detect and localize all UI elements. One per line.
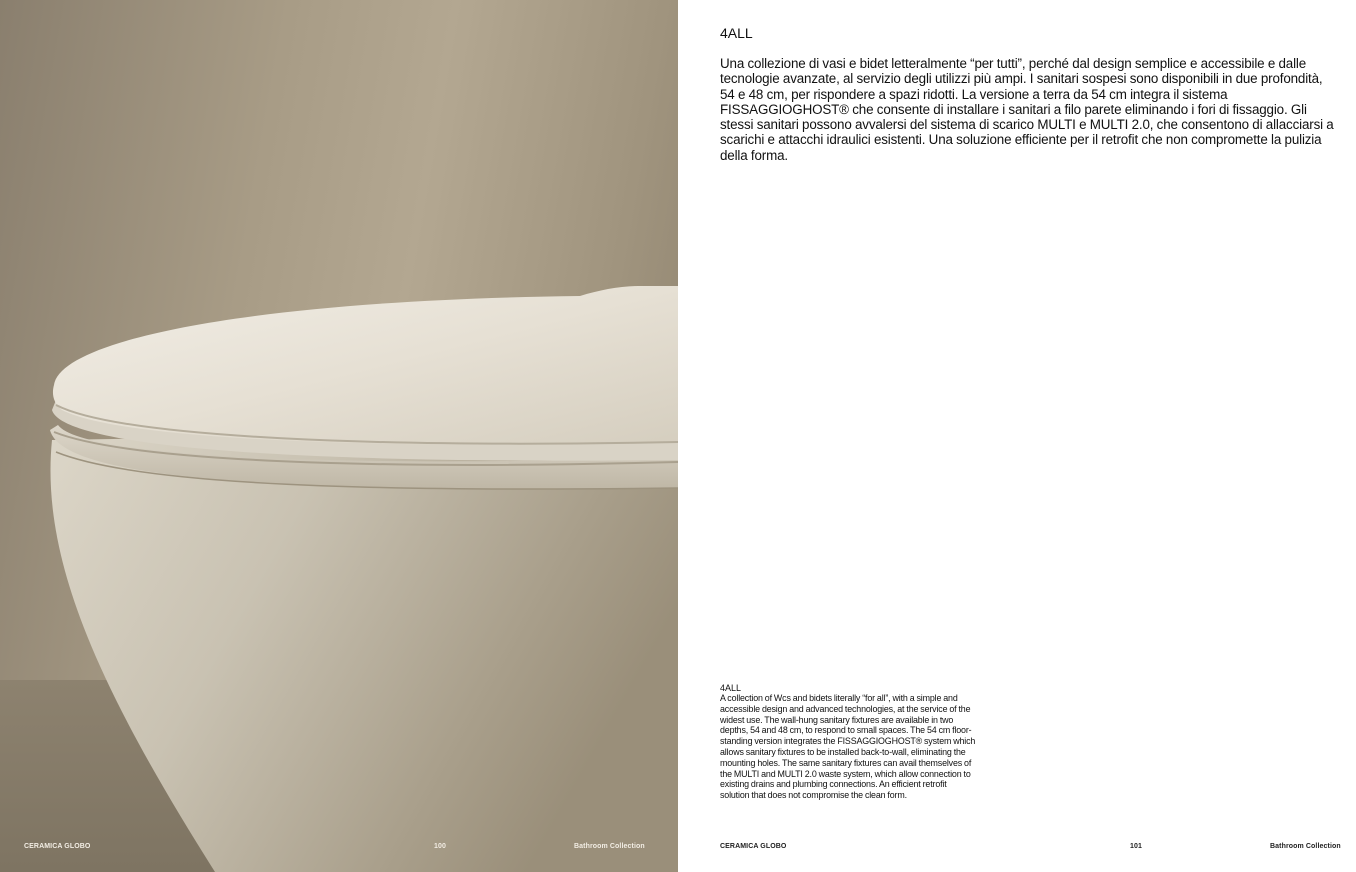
page-number: 100 [434,843,446,850]
brand-footer: CERAMICA GLOBO [24,843,91,850]
right-page [678,0,1356,872]
section-footer: Bathroom Collection [574,843,645,850]
brand-footer: CERAMICA GLOBO [720,843,787,850]
page-number: 101 [1130,843,1142,850]
toilet-lid [53,286,678,445]
toilet-bowl [50,430,678,872]
description-english: A collection of Wcs and bidets literally “for all”, with a simple and accessible design and advanced technologies, at the service of the widest use. The wall-hung sanitary fixtures are available in two depths, 54 and 48 cm, to respond to small spaces. The 54 cm floor-standing version integrates the FISSAGGIOGHOST® system which allows sanitary fixtures to be installed back-to-wall, eliminating the mounting holes. The same sanitary fixtures can avail themselves of the MULTI and MULTI 2.0 waste system, which allow connection to existing drains and plumbing connections. An efficient retrofit solution that does not compromise the clean form. [720,693,976,801]
description-italian: Una collezione di vasi e bidet letteralmente “per tutti”, perché dal design semplice e accessibile e dalle tecnologie avanzate, al servizio degli utilizzi più ampi. I sanitari sospesi sono disponibili in due profondità, 54 e 48 cm, per rispondere a spazi ridotti. La versione a terra da 54 cm integra il sistema FISSAGGIOGHOST® che consente di installare i sanitari a filo parete eliminando i fori di fissaggio. Gli stessi sanitari possono avvalersi del sistema di scarico MULTI e MULTI 2.0, che consentono di allacciarsi a scarichi e attacchi idraulici esistenti. Una soluzione efficiente per il retrofit che non compromette la pulizia della forma. [720,56,1334,163]
collection-title-italian: 4ALL [720,25,753,41]
section-footer: Bathroom Collection [1270,843,1341,850]
collection-title-english: 4ALL [720,683,742,693]
